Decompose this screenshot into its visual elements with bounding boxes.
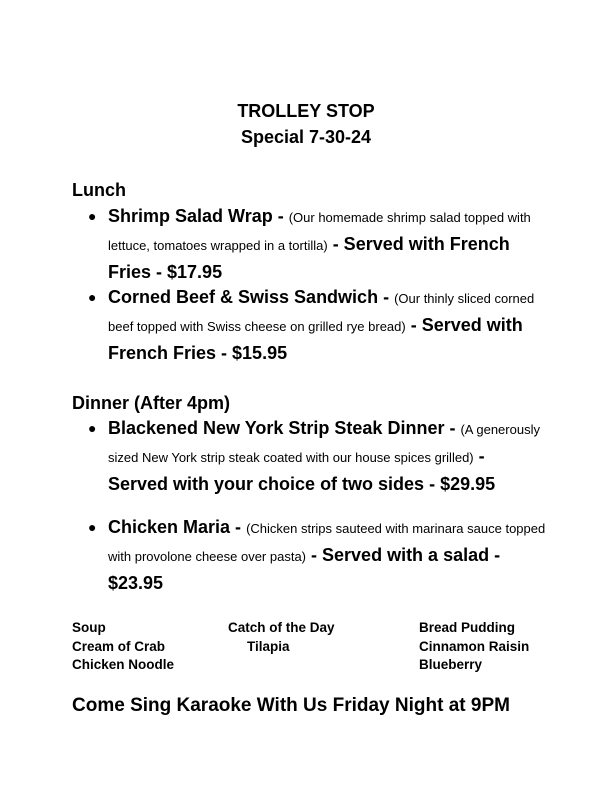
catch-item: Tilapia bbox=[247, 638, 290, 654]
special-date: Special 7-30-24 bbox=[240, 127, 372, 147]
lunch-item-corned-beef-swiss bbox=[88, 284, 548, 366]
item-description: (Our homemade shrimp salad topped with lettuce, tomatoes wrapped in a tortilla) bbox=[108, 210, 531, 253]
item-name: Shrimp Salad Wrap - bbox=[108, 206, 284, 226]
lunch-item-shrimp-salad-wrap bbox=[88, 203, 548, 285]
dinner-item-chicken-maria bbox=[88, 514, 548, 596]
dessert-item: Cinnamon Raisin bbox=[419, 638, 530, 654]
bullet-icon: ● bbox=[88, 289, 97, 305]
karaoke-announcement: Come Sing Karaoke With Us Friday Night at 9PM bbox=[72, 695, 510, 716]
bullet-icon: ● bbox=[88, 208, 97, 224]
catch-heading: Catch of the Day bbox=[228, 620, 335, 635]
lunch-heading: Lunch bbox=[72, 180, 126, 200]
item-description: (Our thinly sliced corned beef topped with Swiss cheese on grilled rye bread) bbox=[108, 291, 535, 334]
soup-item: Cream of Crab bbox=[72, 638, 166, 654]
item-name: Blackened New York Strip Steak Dinner - bbox=[108, 418, 456, 438]
soup-item: Chicken Noodle bbox=[72, 657, 175, 672]
item-name: Chicken Maria - bbox=[108, 517, 242, 537]
bullet-icon: ● bbox=[88, 420, 97, 436]
item-served-price: - Served with your choice of two sides - $29.95 bbox=[108, 446, 496, 494]
soup-heading: Soup bbox=[72, 620, 106, 635]
item-served-price: - Served with a salad - $23.95 bbox=[108, 545, 501, 593]
soup-column bbox=[72, 619, 174, 675]
dessert-item: Blueberry bbox=[419, 657, 483, 672]
item-served-price: - Served with French Fries - $17.95 bbox=[108, 234, 510, 282]
item-served-price: - Served with French Fries - $15.95 bbox=[108, 315, 523, 363]
item-description: (A generously sized New York strip steak coated with our house spices grilled) bbox=[108, 422, 540, 465]
dessert-heading: Bread Pudding bbox=[419, 620, 516, 635]
dinner-item-strip-steak bbox=[88, 415, 548, 497]
restaurant-title: TROLLEY STOP bbox=[237, 101, 375, 121]
catch-column bbox=[228, 619, 335, 656]
bullet-icon: ● bbox=[88, 519, 97, 535]
item-description: (Chicken strips sauteed with marinara sauce topped with provolone cheese over pasta) bbox=[108, 521, 546, 564]
dessert-column bbox=[419, 619, 529, 675]
item-name: Corned Beef & Swiss Sandwich - bbox=[108, 287, 390, 307]
dinner-heading: Dinner (After 4pm) bbox=[72, 393, 231, 413]
